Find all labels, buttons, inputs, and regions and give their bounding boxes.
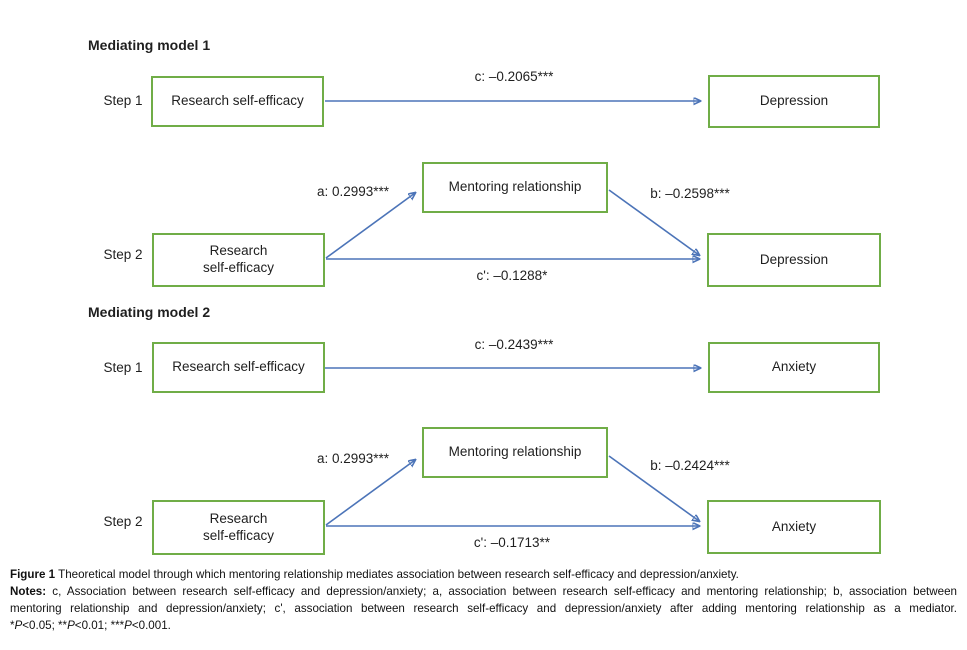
significance-note: *P<0.05; **P<0.01; ***P<0.001. (10, 619, 171, 632)
box-mentoring-relationship-m2 (422, 427, 608, 478)
model-2-step-2-label: Step 2 (103, 514, 143, 529)
box-mentoring-relationship-m1 (422, 162, 608, 213)
path-a-label-m1: a: 0.2993*** (316, 184, 390, 199)
path-c-label-m1: c: –0.2065*** (474, 69, 554, 84)
p-italic: P (14, 619, 23, 632)
box-label: Depression (759, 251, 829, 267)
box-research-self-efficacy-m1s1 (151, 76, 324, 127)
box-research-self-efficacy-m2s2 (152, 500, 325, 555)
box-research-self-efficacy-m1s2 (152, 233, 325, 287)
box-label: Research self-efficacy (172, 359, 305, 375)
figure-caption (10, 566, 957, 634)
box-anxiety-m2s2 (707, 500, 881, 554)
caption-title-line: Figure 1 Theoretical model through which mentoring relationship mediates association between research self-efficacy and depression/anxiety. (10, 568, 739, 581)
box-label: Research self-efficacy (202, 243, 275, 275)
box-depression-m1s2 (707, 233, 881, 287)
p-italic: P (67, 619, 75, 632)
box-anxiety-m2s1 (708, 342, 880, 393)
path-b-label-m2: b: –0.2424*** (650, 458, 730, 473)
arrow-a-model1 (326, 193, 415, 258)
model-1-heading: Mediating model 1 (88, 37, 211, 53)
model-2-step-1-label: Step 1 (103, 360, 143, 375)
box-label: Anxiety (771, 518, 817, 534)
box-research-self-efficacy-m2s1 (152, 342, 325, 393)
model-1-step-2-label: Step 2 (103, 247, 143, 262)
figure-label: Figure 1 (10, 568, 56, 581)
model-1-step-1-label: Step 1 (103, 93, 143, 108)
path-c-label-m2: c: –0.2439*** (474, 337, 554, 352)
p-italic: P (124, 619, 132, 632)
caption-notes-line-1: Notes: c, Association between research self-efficacy and depression/anxiety; a, association between research self-efficacy and mentoring relationship; b, association between (10, 585, 957, 598)
box-label: Anxiety (771, 359, 817, 375)
caption-notes-line-2: mentoring relationship and depression/anxiety; c', association between research self-efficacy and depression/anxiety after adding mentoring relationship as a mediator. (10, 602, 957, 615)
box-label: Mentoring relationship (448, 179, 582, 195)
path-b-label-m1: b: –0.2598*** (650, 186, 730, 201)
path-a-label-m2: a: 0.2993*** (316, 451, 390, 466)
model-2-heading: Mediating model 2 (88, 304, 211, 320)
notes-label: Notes: (10, 585, 47, 598)
arrow-a-model2 (326, 460, 415, 525)
box-depression-m1s1 (708, 75, 880, 128)
box-label: Research self-efficacy (202, 510, 275, 543)
path-c-prime-label-m2: c': –0.1713** (473, 535, 551, 550)
path-c-prime-label-m1: c': –0.1288* (476, 268, 548, 283)
box-label: Mentoring relationship (448, 444, 582, 460)
box-label: Research self-efficacy (171, 93, 304, 109)
box-label: Depression (759, 93, 829, 109)
